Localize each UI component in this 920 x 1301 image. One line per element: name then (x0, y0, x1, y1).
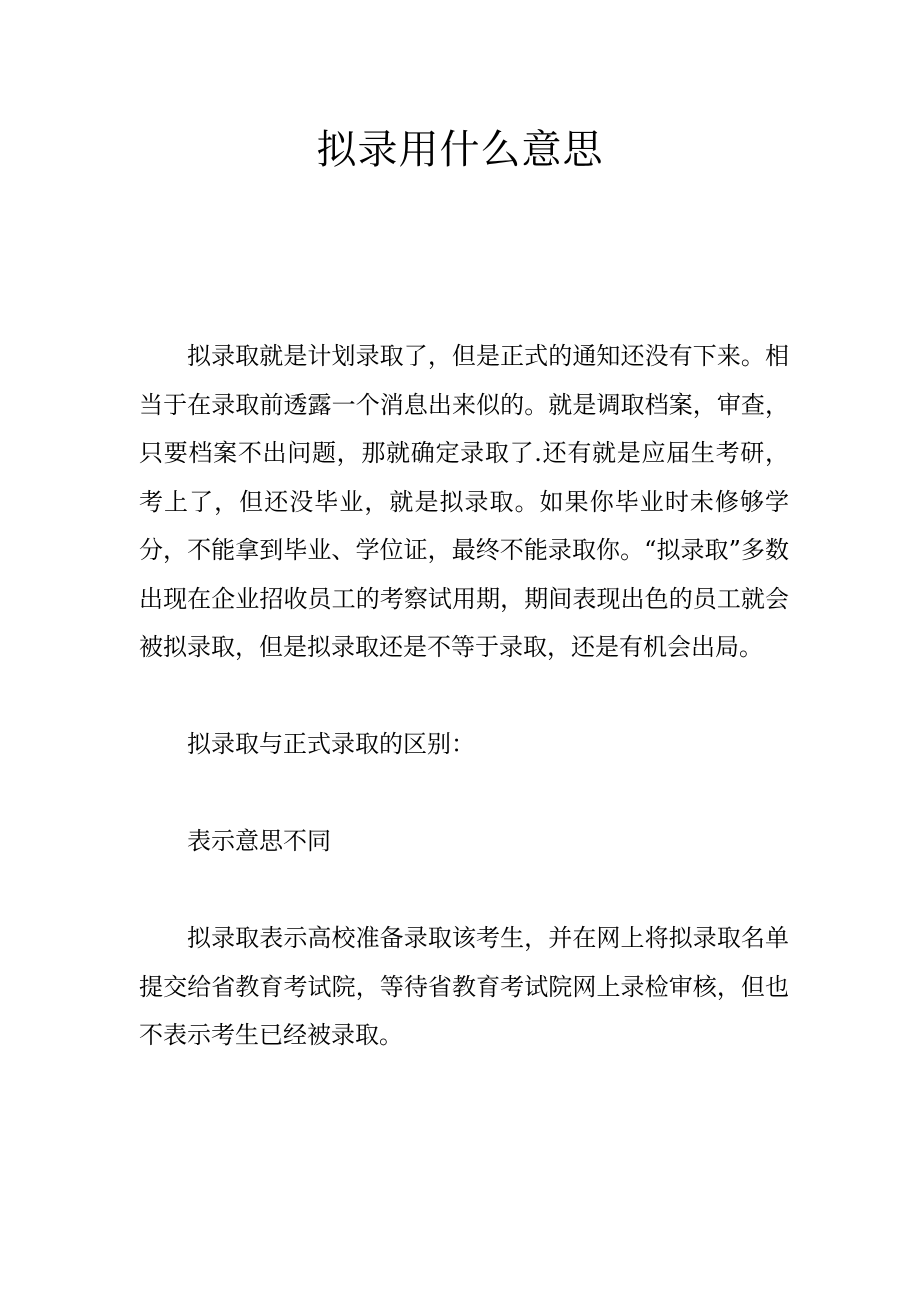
paragraph-definition: 拟录取就是计划录取了，但是正式的通知还没有下来。相当于在录取前透露一个消息出来似的。就是调取档案，审查，只要档案不出问题，那就确定录取了.还有就是应届生考研，考上了，但还没毕业，就是拟录取。如果你毕业时未修够学分，不能拿到毕业、学位证，最终不能录取你。“拟录取”多数出现在企业招收员工的考察试用期，期间表现出色的员工就会被拟录取，但是拟录取还是不等于录取，还是有机会出局。 (139, 342, 789, 661)
paragraph-difference-heading: 拟录取与正式录取的区别： (187, 730, 475, 758)
paragraph-subheading: 表示意思不同 (187, 827, 331, 855)
paragraph-spacer (139, 672, 789, 721)
paragraph-spacer (139, 769, 789, 818)
document-body (139, 332, 789, 1060)
paragraph-spacer (139, 866, 789, 915)
document-title: 拟录用什么意思 (316, 127, 604, 173)
paragraph-explanation: 拟录取表示高校准备录取该考生，并在网上将拟录取名单提交给省教育考试院，等待省教育考试院网上录检审核，但也不表示考生已经被录取。 (139, 924, 789, 1049)
